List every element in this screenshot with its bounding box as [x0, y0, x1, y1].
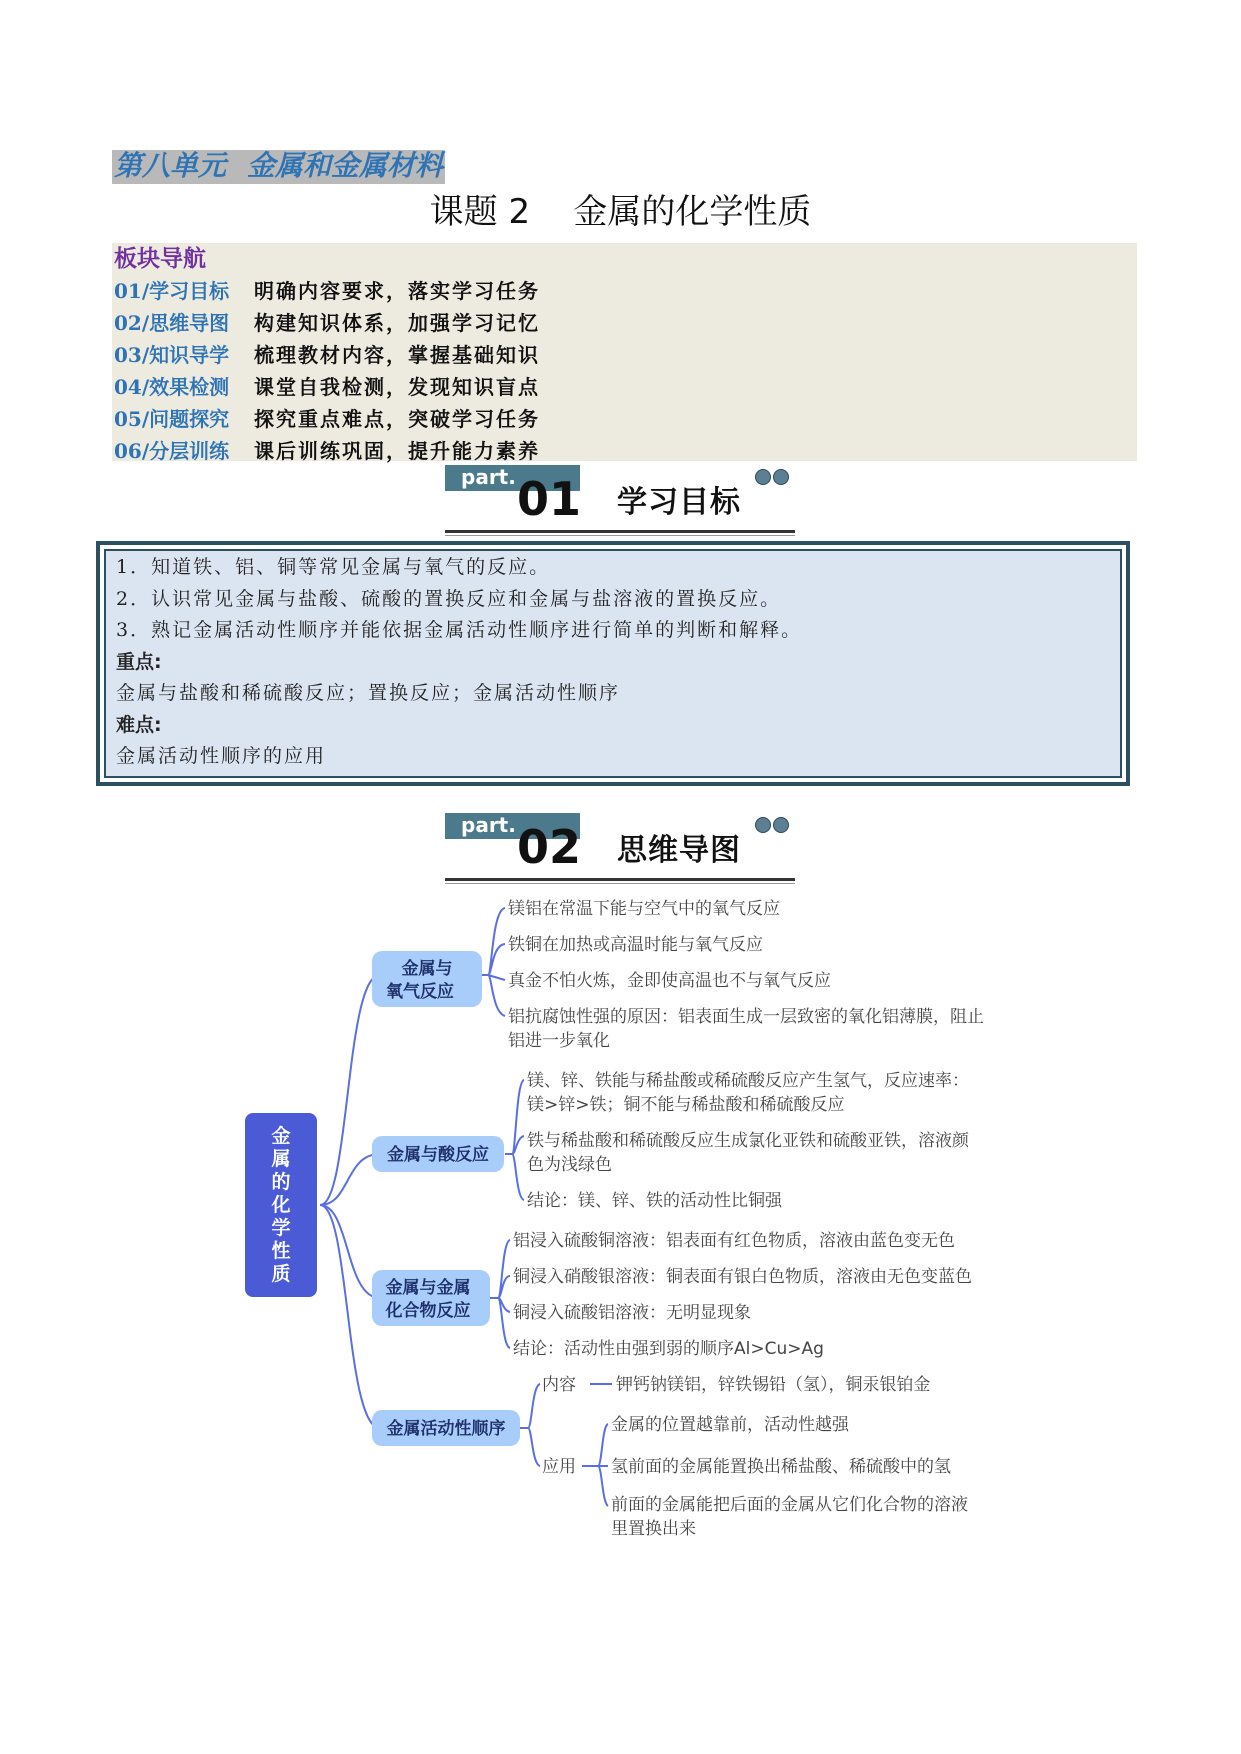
root-char: 化	[271, 1194, 291, 1216]
root-char: 质	[271, 1263, 291, 1285]
leaf-icon	[773, 469, 789, 485]
leaf-text: 色为浅绿色	[527, 1155, 612, 1175]
difficult-points-text: 金属活动性顺序的应用	[116, 745, 327, 767]
leaf-text: 铁铜在加热或高温时能与氧气反应	[508, 935, 763, 955]
branch-label: 金属与金属	[385, 1278, 471, 1298]
part-tab: part.	[445, 465, 580, 491]
nav-desc: 明确内容要求，落实学习任务	[254, 279, 540, 303]
nav-item-learning-goals[interactable]	[114, 275, 540, 307]
leaf-text: 铜浸入硫酸铝溶液：无明显现象	[513, 1303, 751, 1323]
nav-item-mind-map[interactable]	[114, 307, 540, 339]
leaf-text: 结论：活动性由强到弱的顺序Al>Cu>Ag	[513, 1339, 824, 1359]
content-label: 内容	[542, 1375, 576, 1395]
content-text: 钾钙钠镁铝，锌铁锡铅（氢），铜汞银铂金	[616, 1375, 931, 1395]
nav-code: 03/知识导学	[114, 343, 230, 367]
part-01-badge	[445, 465, 795, 533]
mind-map	[0, 880, 1241, 1540]
leaf-text: 镁铝在常温下能与空气中的氧气反应	[508, 899, 780, 919]
part-number: 02	[517, 820, 582, 874]
nav-heading: 板块导航	[114, 245, 206, 272]
leaf-text: 结论：镁、锌、铁的活动性比铜强	[527, 1191, 782, 1211]
leaf-text: 铝抗腐蚀性强的原因：铝表面生成一层致密的氧化铝薄膜，阻止	[508, 1007, 984, 1027]
root-char: 性	[271, 1240, 291, 1262]
leaf-text: 铁与稀盐酸和稀硫酸反应生成氯化亚铁和硫酸亚铁，溶液颜	[527, 1131, 969, 1151]
nav-item-tiered-training[interactable]	[114, 435, 540, 467]
nav-code: 05/问题探究	[114, 407, 230, 431]
nav-desc: 探究重点难点，突破学习任务	[254, 407, 540, 431]
part-02-badge	[445, 813, 795, 881]
nav-code: 01/学习目标	[114, 279, 230, 303]
part-label: 学习目标	[617, 485, 741, 520]
divider	[445, 530, 795, 533]
section-navigation	[112, 243, 1137, 461]
part-number: 01	[517, 472, 582, 526]
nav-code: 04/效果检测	[114, 375, 230, 399]
branch-activity-series	[372, 1375, 968, 1539]
objective-item: 1．知道铁、铝、铜等常见金属与氧气的反应。	[116, 556, 551, 578]
nav-desc: 课后训练巩固，提升能力素养	[254, 439, 540, 463]
branch-label: 氧气反应	[386, 982, 454, 1002]
difficult-points-label: 难点:	[116, 714, 162, 736]
part-label: 思维导图	[617, 833, 741, 868]
branch-label: 化合物反应	[385, 1301, 471, 1321]
branch-metal-oxygen	[372, 899, 984, 1051]
leaf-icon	[755, 469, 771, 485]
root-char: 属	[271, 1148, 291, 1170]
branch-metal-compound	[372, 1230, 972, 1359]
leaf-text: 里置换出来	[611, 1519, 696, 1539]
leaf-text: 镁>锌>铁；铜不能与稀盐酸和稀硫酸反应	[527, 1095, 845, 1115]
branch-label: 金属与酸反应	[387, 1145, 489, 1165]
leaf-text: 氢前面的金属能置换出稀盐酸、稀硫酸中的氢	[611, 1457, 951, 1477]
branch-label: 金属与	[401, 959, 453, 979]
apply-label: 应用	[542, 1457, 576, 1477]
key-points-text: 金属与盐酸和稀硫酸反应；置换反应；金属活动性顺序	[116, 682, 621, 704]
nav-code: 02/思维导图	[114, 311, 230, 335]
objectives-content	[104, 549, 1122, 778]
part-tab: part.	[445, 813, 580, 839]
unit-title: 第八单元 金属和金属材料	[114, 151, 444, 182]
root-char: 学	[271, 1217, 291, 1239]
leaf-text: 铜浸入硝酸银溶液：铜表面有银白色物质，溶液由无色变蓝色	[513, 1267, 972, 1287]
leaf-text: 镁、锌、铁能与稀盐酸或稀硫酸反应产生氢气，反应速率：	[527, 1071, 969, 1091]
leaf-text: 前面的金属能把后面的金属从它们化合物的溶液	[611, 1495, 968, 1515]
leaf-text: 铝浸入硫酸铜溶液：铝表面有红色物质，溶液由蓝色变无色	[513, 1231, 955, 1251]
nav-item-knowledge-guide[interactable]	[114, 339, 540, 371]
objective-item: 2．认识常见金属与盐酸、硫酸的置换反应和金属与盐溶液的置换反应。	[116, 588, 782, 610]
branch-metal-acid	[372, 1071, 970, 1211]
leaf-icon	[755, 817, 771, 833]
nav-desc: 构建知识体系，加强学习记忆	[254, 311, 540, 335]
objective-item: 3．熟记金属活动性顺序并能依据金属活动性顺序进行简单的判断和解释。	[116, 619, 803, 641]
leaf-text: 金属的位置越靠前，活动性越强	[611, 1415, 849, 1435]
root-char: 的	[271, 1171, 291, 1193]
nav-desc: 梳理教材内容，掌握基础知识	[254, 343, 540, 367]
objectives-box	[96, 541, 1130, 786]
nav-item-effect-check[interactable]	[114, 371, 540, 403]
divider	[445, 535, 795, 536]
nav-code: 06/分层训练	[114, 439, 230, 463]
mind-map-root	[245, 1113, 317, 1297]
nav-desc: 课堂自我检测，发现知识盲点	[254, 375, 540, 399]
leaf-icon	[773, 817, 789, 833]
leaf-text: 铝进一步氧化	[508, 1031, 610, 1051]
nav-item-problem-inquiry[interactable]	[114, 403, 540, 435]
key-points-label: 重点:	[116, 651, 162, 673]
branch-label: 金属活动性顺序	[386, 1419, 506, 1439]
lesson-title: 课题 2 金属的化学性质	[429, 192, 812, 232]
leaf-text: 真金不怕火炼，金即使高温也不与氧气反应	[508, 971, 831, 991]
root-char: 金	[271, 1125, 291, 1147]
